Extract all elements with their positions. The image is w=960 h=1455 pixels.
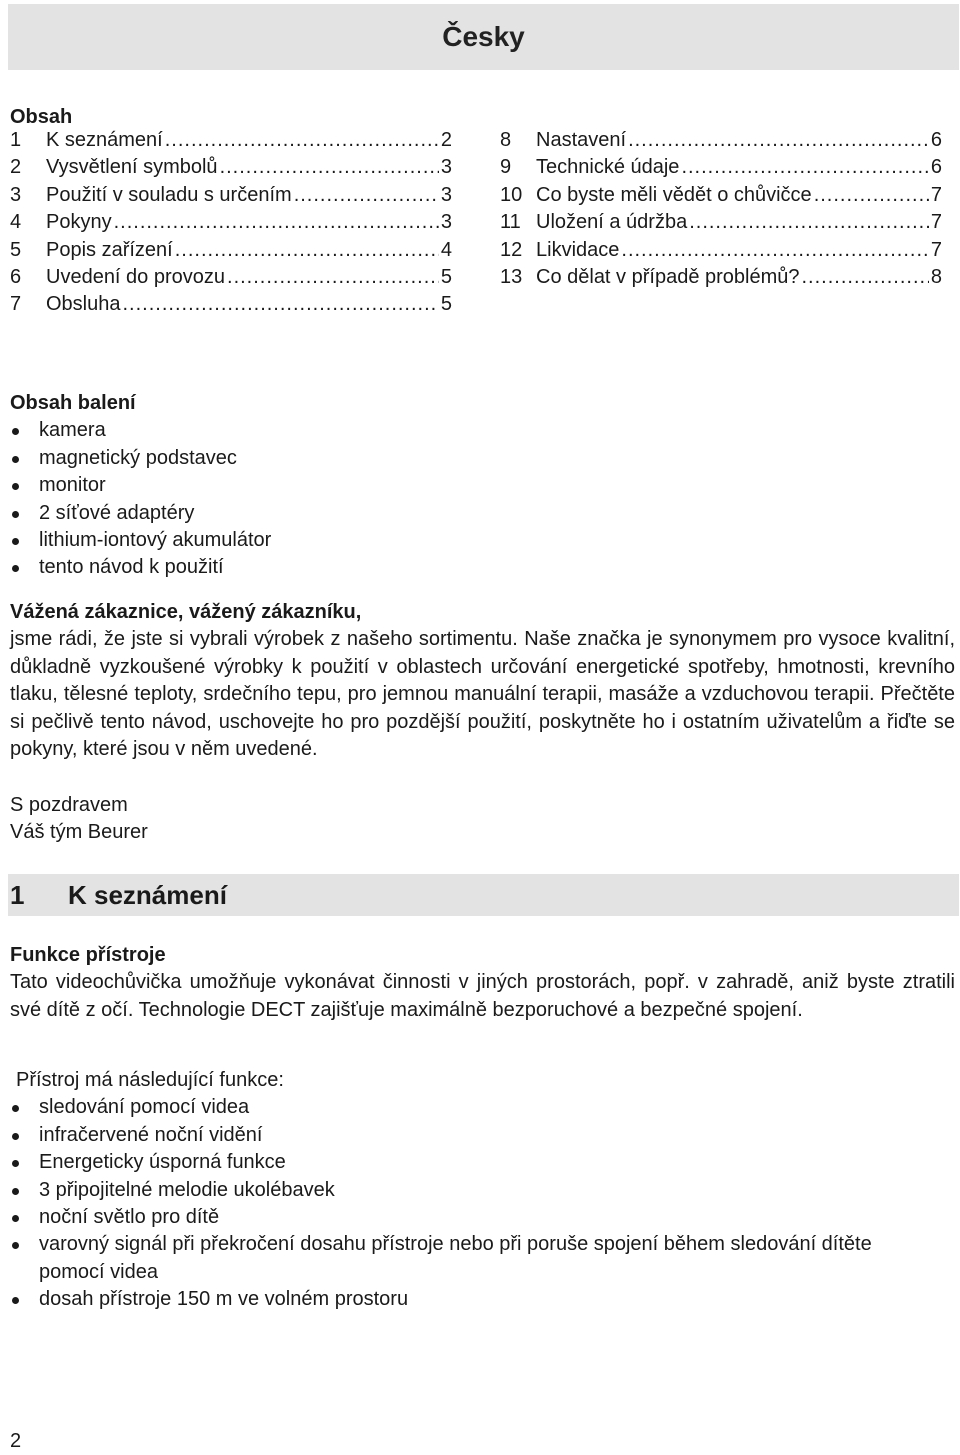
toc-entry-label: Co dělat v případě problémů?: [536, 265, 800, 288]
toc-entry-label: Obsluha: [46, 293, 121, 316]
list-item: lithium-iontový akumulátor: [10, 527, 955, 554]
toc-entry[interactable]: [500, 209, 942, 236]
signature-line: Váš tým Beurer: [10, 821, 148, 844]
toc-entry-page: 2: [440, 129, 452, 151]
device-functions: [10, 942, 955, 1024]
list-item: noční světlo pro dítě: [10, 1204, 910, 1231]
toc-entry-page: 5: [440, 265, 452, 288]
page-number: 2: [10, 1430, 22, 1452]
chapter-title: K seznámení: [68, 880, 227, 910]
toc-entry[interactable]: [500, 264, 942, 291]
toc-entry-number: 8: [500, 129, 512, 151]
toc-entry-page: 7: [930, 238, 942, 261]
closing-line: S pozdravem: [10, 794, 128, 816]
list-item: varovný signál při překročení dosahu přístroje nebo při poruše spojení během sledování dítěte pomocí videa: [10, 1231, 910, 1286]
toc-entry-page: 8: [930, 265, 942, 288]
chapter-number: 1: [10, 880, 25, 910]
toc-leader-dots: [114, 209, 439, 236]
list-item: tento návod k použití: [10, 554, 955, 581]
toc-entry-label: Pokyny: [46, 211, 112, 234]
toc-entry-number: 11: [500, 211, 521, 234]
toc-entry-label: Uložení a údržba: [536, 211, 688, 234]
list-item: 3 připojitelné melodie ukolébavek: [10, 1177, 910, 1204]
toc-entry-number: 12: [500, 238, 523, 261]
toc-entry-number: 2: [10, 156, 22, 179]
toc-entry[interactable]: [10, 182, 452, 209]
toc-leader-dots: [123, 291, 439, 318]
toc-entry-number: 7: [10, 293, 22, 316]
toc-entry-number: 13: [500, 265, 523, 288]
toc-entry-number: 5: [10, 238, 22, 261]
toc-leader-dots: [165, 127, 439, 154]
toc-leader-dots: [621, 237, 928, 264]
list-item: sledování pomocí videa: [10, 1094, 910, 1121]
toc-entry-page: 3: [440, 211, 452, 234]
list-item: magnetický podstavec: [10, 445, 955, 472]
toc-entry[interactable]: [500, 182, 942, 209]
greeting-body: jsme rádi, že jste si vybrali výrobek z našeho sortimentu. Naše značka je synonymem pro vysoce kvalitní, důkladně vyzkoušené výrobky k použití v oblastech určování energetické spotřeby, hmotnosti, krevního tlaku, tělesné teploty, srdečního tepu, pro jemnou manuální terapii, masáže a vzduchovou terapii. Přečtěte si pečlivě tento návod, uschovejte ho pro pozdější použití, poskytněte ho i ostatním uživatelům a řiďte se pokyny, které jsou v něm uvedené.: [10, 628, 955, 761]
toc-entry-label: Uvedení do provozu: [46, 265, 226, 288]
toc-leader-dots: [814, 182, 929, 209]
toc-leader-dots: [175, 237, 439, 264]
toc-left-column: [10, 127, 452, 319]
toc-entry-number: 9: [500, 156, 512, 179]
language-title: Česky: [442, 21, 525, 52]
greeting-closing: [10, 792, 955, 847]
functions-body: Tato videochůvička umožňuje vykonávat činnosti v jiných prostorách, popř. v zahradě, aniž byste ztratili své dítě z očí. Technologie DECT zajišťuje maximálně bezporuchové a bezpečné spojení.: [10, 971, 955, 1021]
list-item: 2 síťové adaptéry: [10, 500, 955, 527]
chapter-heading-bar: [8, 874, 959, 916]
list-item: monitor: [10, 472, 955, 499]
toc-entry[interactable]: [10, 154, 452, 181]
toc-leader-dots: [220, 154, 439, 181]
toc-entry-label: Popis zařízení: [46, 238, 173, 261]
toc-entry-label: Likvidace: [536, 238, 620, 261]
package-title: Obsah balení: [10, 392, 136, 414]
toc-entry-number: 4: [10, 211, 22, 234]
toc-entry[interactable]: [10, 127, 452, 154]
toc-title: Obsah: [10, 106, 73, 128]
toc-entry-page: 7: [930, 183, 942, 206]
toc-entry-label: Nastavení: [536, 129, 627, 151]
list-item: infračervené noční vidění: [10, 1122, 910, 1149]
toc-entry-label: Technické údaje: [536, 156, 680, 179]
toc-entry[interactable]: [10, 237, 452, 264]
toc-entry-label: Vysvětlení symbolů: [46, 156, 218, 179]
toc-entry-page: 7: [930, 211, 942, 234]
functions-list-block: [10, 1067, 955, 1314]
toc-entry-page: 3: [440, 183, 452, 206]
toc-entry-page: 6: [930, 156, 942, 179]
toc-entry-number: 3: [10, 183, 22, 206]
toc-entry[interactable]: [500, 237, 942, 264]
toc-entry[interactable]: [500, 127, 942, 154]
toc-leader-dots: [802, 264, 929, 291]
toc-entry-label: Použití v souladu s určením: [46, 183, 292, 206]
toc-entry-number: 1: [10, 129, 22, 151]
toc-entry-number: 6: [10, 265, 22, 288]
toc-entry[interactable]: [10, 209, 452, 236]
greeting-title: Vážená zákaznice, vážený zákazníku,: [10, 601, 362, 623]
toc-entry-page: 6: [930, 129, 942, 151]
toc-leader-dots: [681, 154, 928, 181]
toc-leader-dots: [628, 127, 929, 154]
toc-leader-dots: [294, 182, 439, 209]
toc-leader-dots: [227, 264, 439, 291]
list-item: kamera: [10, 417, 955, 444]
functions-title: Funkce přístroje: [10, 944, 166, 966]
toc-entry-number: 10: [500, 183, 523, 206]
toc-leader-dots: [689, 209, 929, 236]
toc-entry[interactable]: [10, 291, 452, 318]
toc-entry-label: K seznámení: [46, 129, 163, 151]
toc-entry-page: 3: [440, 156, 452, 179]
functions-intro: Přístroj má následující funkce:: [16, 1069, 284, 1091]
functions-list: [10, 1094, 910, 1313]
package-contents: [10, 390, 955, 582]
customer-greeting: [10, 599, 955, 763]
toc-right-column: [500, 127, 942, 291]
toc-entry[interactable]: [10, 264, 452, 291]
toc-entry[interactable]: [500, 154, 942, 181]
list-item: Energeticky úsporná funkce: [10, 1149, 910, 1176]
language-header-bar: [8, 4, 959, 70]
list-item: dosah přístroje 150 m ve volném prostoru: [10, 1286, 910, 1313]
toc-entry-page: 5: [440, 293, 452, 316]
package-list: [10, 417, 955, 581]
toc-entry-label: Co byste měli vědět o chůvičce: [536, 183, 812, 206]
toc-entry-page: 4: [440, 238, 452, 261]
